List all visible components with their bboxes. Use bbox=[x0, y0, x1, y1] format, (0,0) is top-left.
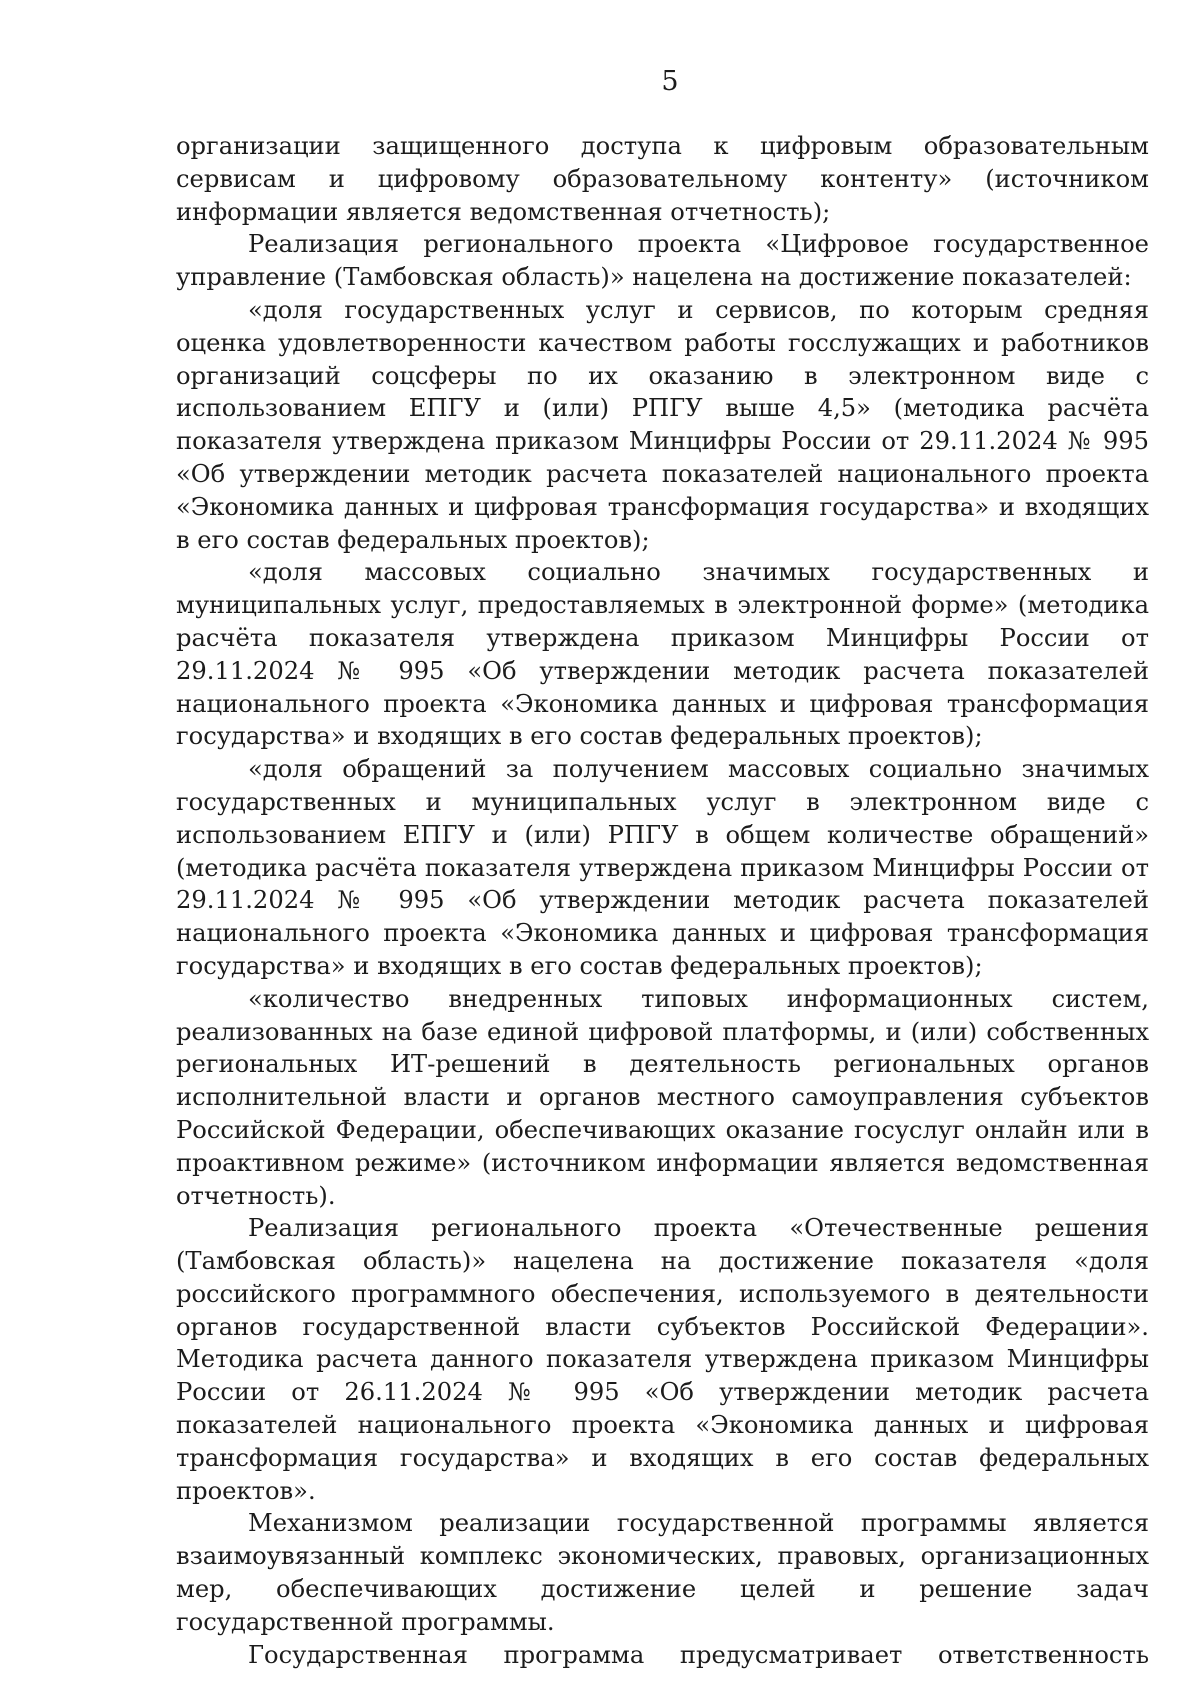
paragraph-indicator-requests-share: «доля обращений за получением массовых социально значимых государственных и муниципальных услуг в электронном виде с использованием ЕПГУ и (или) РПГУ в общем количестве обращений» (методика расчёта показателя утверждена приказом Минцифры России от 29.11.2024 № 995 «Об утверждении методик расчета показателей национального проекта «Экономика данных и цифровая трансформация государства» и входящих в его состав федеральных проектов); bbox=[176, 755, 1149, 980]
paragraph-digital-governance-project: Реализация регионального проекта «Цифровое государственное управление (Тамбовская область)» нацелена на достижение показателей: bbox=[176, 230, 1149, 292]
paragraph-indicator-satisfaction: «доля государственных услуг и сервисов, по которым средняя оценка удовлетворенности качеством работы госслужащих и работников организаций соцсферы по их оказанию в электронном виде с использованием ЕПГУ и (или) РПГУ выше 4,5» (методика расчёта показателя утверждена приказом Минцифры России от 29.11.2024 № 995 «Об утверждении методик расчета показателей национального проекта «Экономика данных и цифровая трансформация государства» и входящих в его состав федеральных проектов); bbox=[176, 295, 1149, 554]
paragraph-domestic-solutions-project: Реализация регионального проекта «Отечественные решения (Тамбовская область)» нацелена на достижение показателя «доля российского программного обеспечения, используемого в деятельности органов государственной власти субъектов Российской Федерации». Методика расчета данного показателя утверждена приказом Минцифры России от 26.11.2024 № 995 «Об утверждении методик расчета показателей национального проекта «Экономика данных и цифровая трансформация государства» и входящих в его состав федеральных проектов». bbox=[176, 1214, 1149, 1505]
paragraph-continuation: организации защищенного доступа к цифровым образовательным сервисам и цифровому образовательному контенту» (источником информации является ведомственная отчетность); bbox=[176, 132, 1149, 226]
paragraph-indicator-typical-systems: «количество внедренных типовых информационных систем, реализованных на базе единой цифровой платформы, и (или) собственных региональных ИТ-решений в деятельность региональных органов исполнительной власти и органов местного самоуправления субъектов Российской Федерации, обеспечивающих оказание госуслуг онлайн или в проактивном режиме» (источником информации является ведомственная отчетность). bbox=[176, 984, 1149, 1210]
paragraph-implementation-mechanism: Механизмом реализации государственной программы является взаимоувязанный комплекс экономических, правовых, организационных мер, обеспечивающих достижение целей и решение задач государственной программы. bbox=[176, 1509, 1149, 1636]
document-body bbox=[176, 130, 1149, 1671]
paragraph-program-responsibility: Государственная программа предусматривает ответственность bbox=[248, 1640, 1149, 1669]
paragraph-indicator-electronic-services: «доля массовых социально значимых государственных и муниципальных услуг, предоставляемых в электронной форме» (методика расчёта показателя утверждена приказом Минцифры России от 29.11.2024 № 995 «Об утверждении методик расчета показателей национального проекта «Экономика данных и цифровая трансформация государства» и входящих в его состав федеральных проектов); bbox=[176, 558, 1149, 751]
page-number: 5 bbox=[661, 66, 679, 97]
